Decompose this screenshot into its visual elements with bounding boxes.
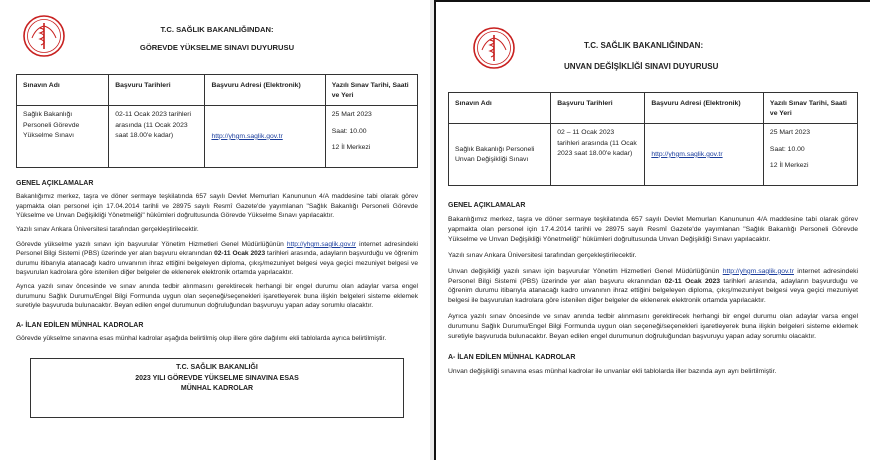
bold-dates: 02-11 Ocak 2023 bbox=[664, 277, 721, 285]
table-header-row bbox=[17, 75, 418, 106]
text-span: Unvan değişikliği yazılı sınavı için başvurular Yönetim Hizmetleri Genel Müdürlüğünün bbox=[448, 267, 720, 275]
exam-info-table bbox=[448, 92, 858, 186]
paragraph-disability: Ayrıca yazılı sınav öncesinde ve sınav anında tedbir alınmasını gerektirecek herhangi bir engel durumu olan adaylar varsa engel durumunu Sağlık Durumu/Engel Bilgi Formunda uygun olan seçeneği/seçenekleri işaretleyerek buna ilişkin belgeleri sisteme eklemek suretiyle başvuruda bulunacaktır. Beyan edilen engel durumunun doğruluğundan başvuruyu yapan aday sorumlu olacaktır. bbox=[448, 313, 858, 340]
paragraph-university: Yazılı sınav Ankara Üniversitesi tarafından gerçekleştirilecektir. bbox=[16, 226, 199, 234]
text-span: internet adresindeki Personel Bilgi Sistemi (PBS) üzerinde yer alan başvuru ekranından bbox=[16, 240, 418, 258]
section-heading-general: GENEL AÇIKLAMALAR bbox=[16, 180, 94, 188]
document-header bbox=[448, 16, 858, 88]
box-line-3: MÜNHAL KADROLAR bbox=[180, 385, 254, 393]
document-title: UNVAN DEĞİŞİKLİĞİ SINAVI DUYURUSU bbox=[564, 62, 719, 71]
box-line-1: T.C. SAĞLIK BAKANLIĞI bbox=[176, 363, 258, 371]
document-header bbox=[16, 10, 418, 70]
col-application-dates: Başvuru Tarihleri bbox=[109, 75, 205, 106]
exam-place: 12 İl Merkezi bbox=[769, 161, 809, 169]
col-application-dates: Başvuru Tarihleri bbox=[551, 93, 645, 124]
exam-info-table bbox=[16, 74, 418, 168]
exam-datetime-place-cell bbox=[763, 124, 857, 186]
announcement-page-promotion bbox=[0, 0, 430, 460]
box-line-2: 2023 YILI GÖREVDE YÜKSELME SINAVINA ESAS bbox=[135, 374, 299, 382]
col-application-address: Başvuru Adresi (Elektronik) bbox=[205, 75, 325, 106]
inline-link[interactable]: http://yhgm.saglik.gov.tr bbox=[286, 240, 357, 248]
col-exam-datetime-place: Yazılı Sınav Tarihi, Saati ve Yeri bbox=[325, 75, 417, 106]
section-heading-vacancies: A- İLAN EDİLEN MÜNHAL KADROLAR bbox=[16, 322, 144, 330]
paragraph-vacancies: Görevde yükselme sınavına esas münhal kadrolar aşağıda belirtilmiş olup illere göre dağılımı ekli tablolarda ayrıca belirtilmiştir. bbox=[16, 335, 387, 343]
col-exam-name: Sınavın Adı bbox=[449, 93, 551, 124]
exam-name-cell: Sağlık Bakanlığı Personeli Görevde Yükselme Sınavı bbox=[17, 106, 109, 168]
text-span: internet adresindeki Personel Bilgi Sistemi (PBS) üzerinde yer alan başvuru ekranından bbox=[448, 267, 859, 285]
exam-date: 25 Mart 2023 bbox=[331, 111, 372, 119]
paragraph-intro: Bakanlığımız merkez, taşra ve döner sermaye teşkilatında 657 sayılı Devlet Memurları Kanununun 4/A maddesine tabi olarak görev yapmakta olan personel için 17.4.2014 tarihli ve 28975 sayılı Resmî Gazete'de yayımlanan "Sağlık Bakanlığı Personeli Görevde Yükselme ve Unvan Değişikliği Yönetmeliği" hükümleri doğrultusunda Unvan Değişikliği Sınavı yapılacaktır. bbox=[448, 216, 858, 244]
application-dates-cell: 02 – 11 Ocak 2023 tarihleri arasında (11 Ocak 2023 saat 18.00'e kadar) bbox=[551, 124, 645, 186]
issuer-title: T.C. SAĞLIK BAKANLIĞINDAN: bbox=[584, 41, 704, 50]
table-row bbox=[17, 106, 418, 168]
paragraph-vacancies: Unvan değişikliği sınavına esas münhal kadrolar ile unvanlar ekli tablolarda iller bazında ayrı ayrı belirtilmiştir. bbox=[448, 367, 777, 375]
announcement-page-title-change bbox=[434, 0, 870, 460]
ministry-of-health-emblem-icon bbox=[472, 26, 516, 70]
section-heading-vacancies: A- İLAN EDİLEN MÜNHAL KADROLAR bbox=[448, 353, 576, 361]
application-dates-cell: 02-11 Ocak 2023 tarihleri arasında (11 Ocak 2023 saat 18.00'e kadar) bbox=[109, 106, 205, 168]
paragraph-application bbox=[16, 240, 418, 277]
section-heading-general: GENEL AÇIKLAMALAR bbox=[448, 202, 526, 210]
exam-name-cell: Sağlık Bakanlığı Personeli Unvan Değişikliği Sınavı bbox=[449, 124, 551, 186]
table-row bbox=[449, 124, 858, 186]
col-exam-name: Sınavın Adı bbox=[17, 75, 109, 106]
table-header-row bbox=[449, 93, 858, 124]
exam-time: Saat: 10.00 bbox=[331, 127, 367, 135]
vacancies-table-header bbox=[30, 358, 404, 418]
inline-link[interactable]: http://yhgm.saglik.gov.tr bbox=[722, 267, 794, 275]
text-span: tarihleri arasında, adayların başvurduğu ve öğrenim durumu itibarıyla atanacağı kadro unvanının ihraz ettiğini belgeleyen diploma, çıkış/mezuniyet belgesi veya geçici mezuniyet belgesi ile başvurulan kadrolara göre istenilen diğer belgeler de eklenerek elektronik ortamda yapılacaktır. bbox=[448, 277, 859, 305]
application-address-cell bbox=[645, 124, 764, 186]
document-title: GÖREVDE YÜKSELME SINAVI DUYURUSU bbox=[139, 43, 295, 53]
bold-dates: 02-11 Ocak 2023 bbox=[214, 250, 266, 258]
ministry-of-health-emblem-icon bbox=[22, 14, 66, 58]
exam-date: 25 Mart 2023 bbox=[769, 129, 810, 137]
text-span: Görevde yükselme yazılı sınavı için başvurular Yönetim Hizmetleri Genel Müdürlüğünün bbox=[16, 240, 284, 248]
paragraph-disability: Ayrıca yazılı sınav öncesinde ve sınav anında tedbir alınmasını gerektirecek herhangi bir engel durumu olan adaylar varsa engel durumunu Sağlık Durumu/Engel Bilgi Formunda uygun olan seçeneği/seçenekleri işaretleyerek buna ilişkin belgeleri sisteme eklemek suretiyle başvuruda bulunacaktır. Beyan edilen engel durumunun doğruluğundan başvuruyu yapan aday sorumlu olacaktır. bbox=[16, 283, 418, 309]
paragraph-university: Yazılı sınav Ankara Üniversitesi tarafından gerçekleştirilecektir. bbox=[448, 251, 637, 259]
col-application-address: Başvuru Adresi (Elektronik) bbox=[645, 93, 764, 124]
application-link[interactable]: http://yhgm.saglik.gov.tr bbox=[651, 150, 723, 158]
text-span: tarihleri arasında, adayların başvurduğu ve öğrenim durumu itibarıyla atanacağı kadro unvanının ihraz ettiğini belgeleyen diploma, çıkış/mezuniyet belgesi veya geçici mezuniyet belgesi ve başvurulan kadrolara göre istenilen diğer belgeler de eklenerek elektronik ortamda yapılacaktır. bbox=[16, 250, 418, 276]
paragraph-application bbox=[448, 267, 858, 306]
application-link[interactable]: http://yhgm.saglik.gov.tr bbox=[211, 132, 283, 140]
col-exam-datetime-place: Yazılı Sınav Tarihi, Saati ve Yeri bbox=[763, 93, 857, 124]
exam-datetime-place-cell bbox=[325, 106, 417, 168]
issuer-title: T.C. SAĞLIK BAKANLIĞINDAN: bbox=[160, 25, 274, 34]
application-address-cell bbox=[205, 106, 325, 168]
paragraph-intro: Bakanlığımız merkez, taşra ve döner sermaye teşkilatında 657 sayılı Devlet Memurları Kanununun 4/A maddesine tabi olarak görev yapmakta olan personel için 17.04.2014 tarihli ve 28975 sayılı Resmî Gazete'de yayımlanan "Sağlık Bakanlığı Personeli Görevde Yükselme ve Unvan Değişikliği Yönetmeliği" hükümleri doğrultusunda Görevde Yükselme Sınavı yapılacaktır. bbox=[16, 193, 418, 220]
exam-place: 12 İl Merkezi bbox=[331, 143, 371, 151]
exam-time: Saat: 10.00 bbox=[769, 145, 805, 153]
